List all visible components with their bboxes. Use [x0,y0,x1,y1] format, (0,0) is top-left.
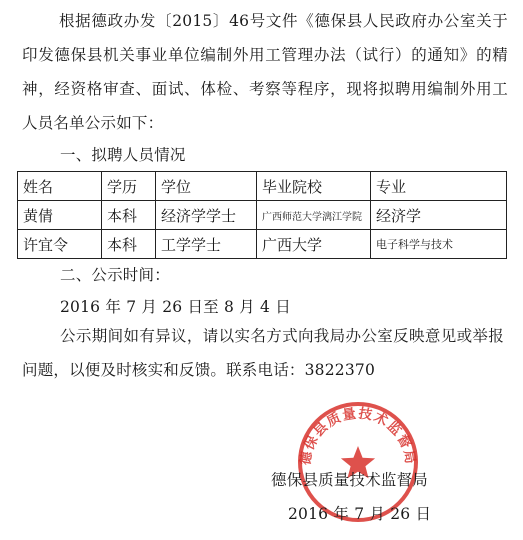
cell-school: 广西师范大学漓江学院 [257,201,371,230]
cell-major: 经济学 [371,201,507,230]
header-education: 学历 [102,172,156,201]
table-row [18,230,507,259]
section-heading-candidates: 一、拟聘人员情况 [60,146,186,164]
notice-paragraph: 公示期间如有异议，请以实名方式向我局办公室反映意见或举报问题，以便及时核实和反馈。联系电话：3822370 [22,327,504,379]
header-major: 专业 [371,172,507,201]
table-header-row [18,172,507,201]
cell-major: 电子科学与技术 [371,230,507,259]
cell-school: 广西大学 [257,230,371,259]
table-row [18,201,507,230]
publicity-dates: 2016 年 7 月 26 日至 8 月 4 日 [60,298,291,316]
section-heading-publicity-period: 二、公示时间： [60,266,170,284]
cell-name: 许宜令 [18,230,102,259]
intro-paragraph: 根据德政办发〔2015〕46号文件《德保县人民政府办公室关于印发德保县机关事业单位编制外用工管理办法（试行）的通知》的精神，经资格审查、面试、体检、考察等程序，现将拟聘用编制外用工人员名单公示如下： [22,12,508,132]
candidates-table [17,171,507,259]
header-name: 姓名 [18,172,102,201]
cell-education: 本科 [102,230,156,259]
issuer-name: 德保县质量技术监督局 [271,471,429,489]
cell-education: 本科 [102,201,156,230]
header-school: 毕业院校 [257,172,371,201]
cell-name: 黄倩 [18,201,102,230]
cell-degree: 经济学学士 [156,201,257,230]
issue-date: 2016 年 7 月 26 日 [288,505,432,523]
seal-text: 德保县质量技术监督局 [297,405,419,467]
header-degree: 学位 [156,172,257,201]
cell-degree: 工学学士 [156,230,257,259]
